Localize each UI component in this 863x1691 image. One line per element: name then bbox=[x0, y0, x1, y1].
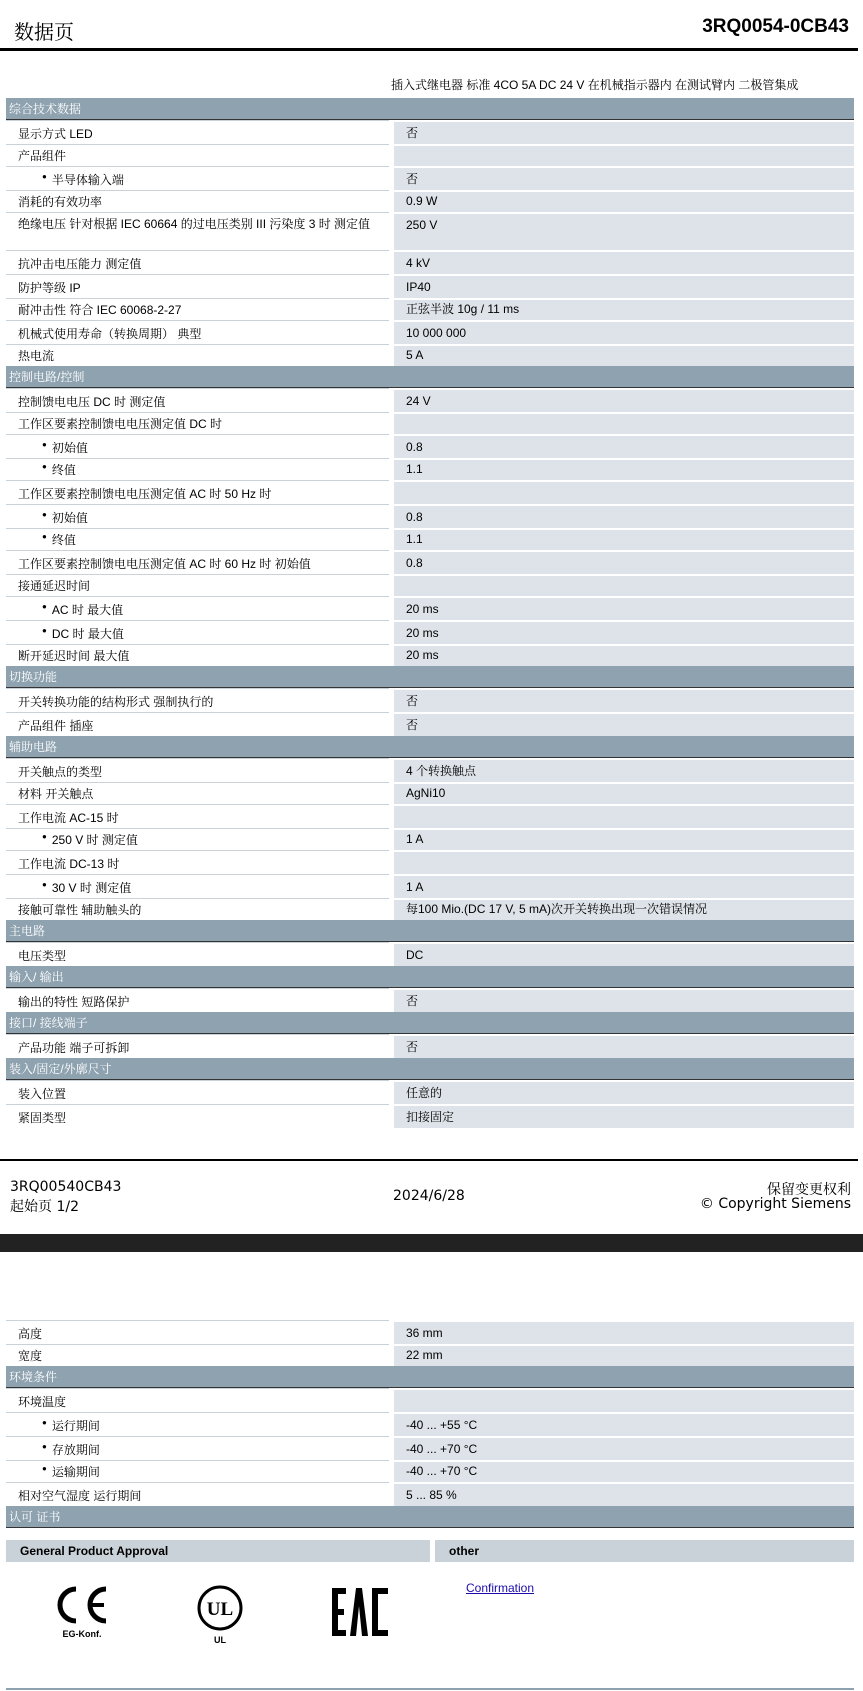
row-value: 任意的 bbox=[394, 1080, 854, 1104]
row-value bbox=[394, 850, 854, 874]
approval-col-other: other bbox=[435, 1540, 854, 1562]
row-value: 20 ms bbox=[394, 620, 854, 644]
approval-header-row bbox=[6, 1540, 854, 1562]
row-value: -40 ... +70 °C bbox=[394, 1460, 854, 1482]
row-value: 否 bbox=[394, 120, 854, 144]
page-bottom-divider bbox=[6, 1688, 854, 1690]
table-row bbox=[6, 120, 854, 144]
row-label: ● 初始值 bbox=[6, 504, 389, 528]
confirmation-link[interactable]: Confirmation bbox=[466, 1581, 535, 1595]
section-header: 装入/固定/外廓尺寸 bbox=[6, 1058, 854, 1080]
table-row bbox=[6, 144, 854, 166]
table-row bbox=[6, 320, 854, 344]
table-row bbox=[6, 388, 854, 412]
section-header: 切换功能 bbox=[6, 666, 854, 688]
row-value: 22 mm bbox=[394, 1344, 854, 1366]
row-value bbox=[394, 144, 854, 166]
row-label: 热电流 bbox=[6, 344, 389, 366]
section-header: 辅助电路 bbox=[6, 736, 854, 758]
row-label: 防护等级 IP bbox=[6, 274, 389, 298]
table-row bbox=[6, 550, 854, 574]
row-label: ● 终值 bbox=[6, 458, 389, 480]
table-row bbox=[6, 298, 854, 320]
table-row bbox=[6, 480, 854, 504]
row-label: 工作电流 AC-15 时 bbox=[6, 804, 389, 828]
table-row bbox=[6, 828, 854, 850]
row-value bbox=[394, 412, 854, 434]
footer-page-number: 起始页 1/2 bbox=[10, 1199, 79, 1215]
row-label: 输出的特性 短路保护 bbox=[6, 988, 389, 1012]
row-label: 开关转换功能的结构形式 强制执行的 bbox=[6, 688, 389, 712]
table-row bbox=[6, 596, 854, 620]
row-label: ● 终值 bbox=[6, 528, 389, 550]
row-value: IP40 bbox=[394, 274, 854, 298]
ce-icon bbox=[52, 1585, 112, 1625]
row-value bbox=[394, 804, 854, 828]
row-value: 4 个转换触点 bbox=[394, 758, 854, 782]
product-description: 插入式继电器 标准 4CO 5A DC 24 V 在机械指示器内 在测试臂内 二极管集成 bbox=[391, 78, 799, 92]
row-value: 正弦半波 10g / 11 ms bbox=[394, 298, 854, 320]
row-label: ● 半导体输入端 bbox=[6, 166, 389, 190]
table-row bbox=[6, 1080, 854, 1104]
row-value: 10 000 000 bbox=[394, 320, 854, 344]
row-value: -40 ... +55 °C bbox=[394, 1412, 854, 1436]
row-value: 否 bbox=[394, 166, 854, 190]
table-row bbox=[6, 1388, 854, 1412]
row-label: 宽度 bbox=[6, 1344, 389, 1366]
row-value: 否 bbox=[394, 712, 854, 736]
row-label: 接触可靠性 辅助触头的 bbox=[6, 898, 389, 920]
table-row bbox=[6, 850, 854, 874]
row-value: 20 ms bbox=[394, 644, 854, 666]
header-divider bbox=[0, 48, 858, 51]
row-value: 24 V bbox=[394, 388, 854, 412]
row-label: ● 30 V 时 测定值 bbox=[6, 874, 389, 898]
row-value: 否 bbox=[394, 688, 854, 712]
row-label: 接通延迟时间 bbox=[6, 574, 389, 596]
datasheet-table-page1 bbox=[6, 98, 854, 1128]
row-label: 高度 bbox=[6, 1320, 389, 1344]
section-header: 认可 证书 bbox=[6, 1506, 854, 1528]
table-row bbox=[6, 1104, 854, 1128]
svg-text:UL: UL bbox=[206, 1599, 234, 1620]
footer-date: 2024/6/28 bbox=[393, 1188, 465, 1204]
row-value: 4 kV bbox=[394, 250, 854, 274]
row-value: 250 V bbox=[394, 212, 854, 250]
table-row bbox=[6, 1436, 854, 1460]
row-label: 产品功能 端子可拆卸 bbox=[6, 1034, 389, 1058]
row-label: 绝缘电压 针对根据 IEC 60664 的过电压类别 III 污染度 3 时 测定值 bbox=[6, 212, 389, 250]
table-row bbox=[6, 274, 854, 298]
row-label: 耐冲击性 符合 IEC 60068-2-27 bbox=[6, 298, 389, 320]
row-label: ● 运行期间 bbox=[6, 1412, 389, 1436]
table-row bbox=[6, 412, 854, 434]
row-value: 否 bbox=[394, 1034, 854, 1058]
table-row bbox=[6, 758, 854, 782]
row-label: 电压类型 bbox=[6, 942, 389, 966]
row-label: 装入位置 bbox=[6, 1080, 389, 1104]
row-label: ● 运输期间 bbox=[6, 1460, 389, 1482]
page-break-band bbox=[0, 1234, 863, 1252]
row-label: 工作电流 DC-13 时 bbox=[6, 850, 389, 874]
table-row bbox=[6, 1320, 854, 1344]
row-label: 相对空气湿度 运行期间 bbox=[6, 1482, 389, 1506]
eac-mark-logo bbox=[330, 1586, 390, 1638]
row-value: 5 A bbox=[394, 344, 854, 366]
table-row bbox=[6, 712, 854, 736]
row-label: ● 存放期间 bbox=[6, 1436, 389, 1460]
row-value bbox=[394, 480, 854, 504]
row-value: 1.1 bbox=[394, 528, 854, 550]
row-value: DC bbox=[394, 942, 854, 966]
row-label: 工作区要素控制馈电电压测定值 AC 时 50 Hz 时 bbox=[6, 480, 389, 504]
table-row bbox=[6, 1344, 854, 1366]
page-footer-divider bbox=[0, 1159, 858, 1161]
table-row bbox=[6, 620, 854, 644]
table-row bbox=[6, 458, 854, 480]
row-value: 扣接固定 bbox=[394, 1104, 854, 1128]
row-label: 材料 开关触点 bbox=[6, 782, 389, 804]
ce-caption: EG-Konf. bbox=[62, 1629, 102, 1639]
section-header: 主电路 bbox=[6, 920, 854, 942]
table-row bbox=[6, 212, 854, 250]
section-header: 环境条件 bbox=[6, 1366, 854, 1388]
datasheet-table-page2 bbox=[6, 1320, 854, 1528]
table-row bbox=[6, 988, 854, 1012]
table-row bbox=[6, 804, 854, 828]
table-row bbox=[6, 1034, 854, 1058]
row-label: 断开延迟时间 最大值 bbox=[6, 644, 389, 666]
row-value bbox=[394, 1388, 854, 1412]
section-header: 接口/ 接线端子 bbox=[6, 1012, 854, 1034]
row-value: 0.8 bbox=[394, 434, 854, 458]
table-row bbox=[6, 898, 854, 920]
ce-mark-logo bbox=[52, 1585, 112, 1641]
row-label: ● AC 时 最大值 bbox=[6, 596, 389, 620]
row-value: 1.1 bbox=[394, 458, 854, 480]
row-label: 产品组件 插座 bbox=[6, 712, 389, 736]
row-label: 工作区要素控制馈电电压测定值 AC 时 60 Hz 时 初始值 bbox=[6, 550, 389, 574]
table-row bbox=[6, 434, 854, 458]
table-row bbox=[6, 1460, 854, 1482]
page-title: 数据页 bbox=[14, 20, 74, 44]
row-label: 消耗的有效功率 bbox=[6, 190, 389, 212]
footer-copyright: © Copyright Siemens bbox=[699, 1196, 851, 1212]
row-value: 每100 Mio.(DC 17 V, 5 mA)次开关转换出现一次错误情况 bbox=[394, 898, 854, 920]
row-value: 1 A bbox=[394, 828, 854, 850]
ul-icon bbox=[196, 1585, 244, 1631]
row-value: -40 ... +70 °C bbox=[394, 1436, 854, 1460]
product-code: 3RQ0054-0CB43 bbox=[702, 16, 849, 37]
footer-rights: 保留变更权利 bbox=[767, 1182, 851, 1198]
row-value: 20 ms bbox=[394, 596, 854, 620]
row-value: 0.8 bbox=[394, 550, 854, 574]
row-value: 1 A bbox=[394, 874, 854, 898]
table-row bbox=[6, 344, 854, 366]
row-value: AgNi10 bbox=[394, 782, 854, 804]
row-value: 36 mm bbox=[394, 1320, 854, 1344]
row-label: 开关触点的类型 bbox=[6, 758, 389, 782]
row-label: 抗冲击电压能力 测定值 bbox=[6, 250, 389, 274]
row-value: 否 bbox=[394, 988, 854, 1012]
table-row bbox=[6, 528, 854, 550]
row-label: 环境温度 bbox=[6, 1388, 389, 1412]
row-label: ● DC 时 最大值 bbox=[6, 620, 389, 644]
table-row bbox=[6, 1412, 854, 1436]
row-label: 控制馈电电压 DC 时 测定值 bbox=[6, 388, 389, 412]
section-header: 控制电路/控制 bbox=[6, 366, 854, 388]
footer-code: 3RQ00540CB43 bbox=[10, 1179, 122, 1195]
table-row bbox=[6, 874, 854, 898]
row-value: 0.8 bbox=[394, 504, 854, 528]
section-header: 综合技术数据 bbox=[6, 98, 854, 120]
table-row bbox=[6, 166, 854, 190]
row-value: 5 ... 85 % bbox=[394, 1482, 854, 1506]
table-row bbox=[6, 942, 854, 966]
table-row bbox=[6, 190, 854, 212]
row-label: ● 初始值 bbox=[6, 434, 389, 458]
table-row bbox=[6, 782, 854, 804]
row-label: ● 250 V 时 测定值 bbox=[6, 828, 389, 850]
table-row bbox=[6, 504, 854, 528]
row-value bbox=[394, 574, 854, 596]
ul-mark-logo bbox=[196, 1585, 244, 1645]
row-label: 紧固类型 bbox=[6, 1104, 389, 1128]
table-row bbox=[6, 688, 854, 712]
row-value: 0.9 W bbox=[394, 190, 854, 212]
ul-caption: UL bbox=[214, 1635, 226, 1645]
table-row bbox=[6, 574, 854, 596]
row-label: 工作区要素控制馈电电压测定值 DC 时 bbox=[6, 412, 389, 434]
row-label: 显示方式 LED bbox=[6, 120, 389, 144]
section-header: 输入/ 输出 bbox=[6, 966, 854, 988]
row-label: 机械式使用寿命（转换周期） 典型 bbox=[6, 320, 389, 344]
row-label: 产品组件 bbox=[6, 144, 389, 166]
approval-col-general: General Product Approval bbox=[6, 1540, 430, 1562]
table-row bbox=[6, 1482, 854, 1506]
eac-icon bbox=[330, 1586, 390, 1638]
table-row bbox=[6, 644, 854, 666]
table-row bbox=[6, 250, 854, 274]
